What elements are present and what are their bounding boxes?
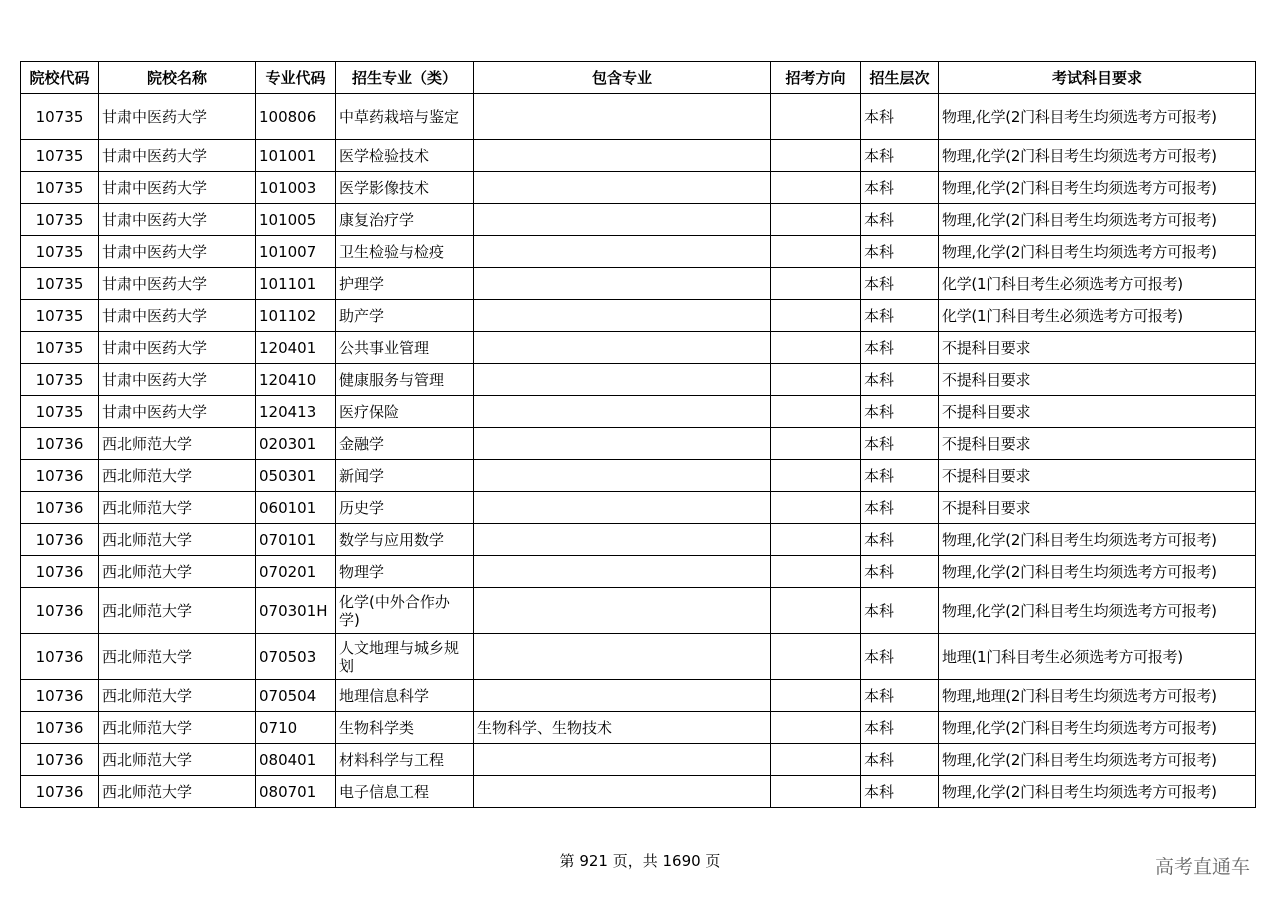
- table-row: [21, 332, 1256, 364]
- cell-direction: [771, 588, 861, 634]
- cell-school-name: 西北师范大学: [99, 680, 256, 712]
- header-major: 招生专业（类）: [336, 62, 474, 94]
- cell-subject-requirements: 物理,化学(2门科目考生均须选考方可报考): [939, 588, 1256, 634]
- cell-direction: [771, 634, 861, 680]
- table-row: [21, 204, 1256, 236]
- cell-major-code: 070503: [256, 634, 336, 680]
- cell-school-code: 10735: [21, 94, 99, 140]
- cell-school-code: 10736: [21, 634, 99, 680]
- cell-major-code: 101007: [256, 236, 336, 268]
- cell-school-name: 甘肃中医药大学: [99, 140, 256, 172]
- cell-subject-requirements: 化学(1门科目考生必须选考方可报考): [939, 300, 1256, 332]
- cell-school-name: 西北师范大学: [99, 492, 256, 524]
- cell-level: 本科: [861, 268, 939, 300]
- cell-included-majors: [474, 776, 771, 808]
- cell-direction: [771, 492, 861, 524]
- table-row: [21, 524, 1256, 556]
- cell-major: 健康服务与管理: [336, 364, 474, 396]
- cell-level: 本科: [861, 744, 939, 776]
- cell-major-code: 101001: [256, 140, 336, 172]
- cell-level: 本科: [861, 588, 939, 634]
- cell-level: 本科: [861, 634, 939, 680]
- cell-major-code: 080401: [256, 744, 336, 776]
- cell-school-code: 10735: [21, 396, 99, 428]
- cell-direction: [771, 744, 861, 776]
- table-row: [21, 364, 1256, 396]
- header-row: [21, 62, 1256, 94]
- cell-subject-requirements: 不提科目要求: [939, 332, 1256, 364]
- cell-included-majors: [474, 744, 771, 776]
- cell-school-name: 西北师范大学: [99, 776, 256, 808]
- cell-level: 本科: [861, 94, 939, 140]
- header-school-name: 院校名称: [99, 62, 256, 94]
- cell-school-name: 甘肃中医药大学: [99, 332, 256, 364]
- cell-major-code: 080701: [256, 776, 336, 808]
- cell-major-code: 120401: [256, 332, 336, 364]
- table-row: [21, 236, 1256, 268]
- cell-school-code: 10736: [21, 460, 99, 492]
- cell-subject-requirements: 物理,化学(2门科目考生均须选考方可报考): [939, 712, 1256, 744]
- cell-included-majors: [474, 140, 771, 172]
- cell-subject-requirements: 地理(1门科目考生必须选考方可报考): [939, 634, 1256, 680]
- cell-subject-requirements: 不提科目要求: [939, 428, 1256, 460]
- table-row: [21, 268, 1256, 300]
- cell-direction: [771, 428, 861, 460]
- table-header: [21, 62, 1256, 94]
- cell-level: 本科: [861, 712, 939, 744]
- cell-major-code: 101005: [256, 204, 336, 236]
- cell-school-name: 西北师范大学: [99, 634, 256, 680]
- cell-level: 本科: [861, 492, 939, 524]
- cell-school-name: 甘肃中医药大学: [99, 364, 256, 396]
- cell-direction: [771, 300, 861, 332]
- cell-subject-requirements: 物理,化学(2门科目考生均须选考方可报考): [939, 556, 1256, 588]
- cell-direction: [771, 204, 861, 236]
- table-row: [21, 300, 1256, 332]
- table-row: [21, 492, 1256, 524]
- cell-school-code: 10735: [21, 236, 99, 268]
- cell-school-code: 10736: [21, 524, 99, 556]
- table-row: [21, 94, 1256, 140]
- cell-major-code: 0710: [256, 712, 336, 744]
- cell-school-code: 10736: [21, 428, 99, 460]
- cell-direction: [771, 332, 861, 364]
- table-row: [21, 428, 1256, 460]
- cell-subject-requirements: 物理,化学(2门科目考生均须选考方可报考): [939, 524, 1256, 556]
- cell-major: 电子信息工程: [336, 776, 474, 808]
- cell-direction: [771, 94, 861, 140]
- cell-subject-requirements: 物理,化学(2门科目考生均须选考方可报考): [939, 776, 1256, 808]
- table-body: [21, 94, 1256, 808]
- cell-school-name: 甘肃中医药大学: [99, 396, 256, 428]
- cell-included-majors: [474, 460, 771, 492]
- cell-subject-requirements: 不提科目要求: [939, 364, 1256, 396]
- cell-major-code: 101102: [256, 300, 336, 332]
- cell-subject-requirements: 物理,化学(2门科目考生均须选考方可报考): [939, 172, 1256, 204]
- table-row: [21, 140, 1256, 172]
- admissions-table: [20, 61, 1256, 808]
- header-major-code: 专业代码: [256, 62, 336, 94]
- cell-school-name: 西北师范大学: [99, 524, 256, 556]
- cell-school-code: 10736: [21, 744, 99, 776]
- cell-level: 本科: [861, 524, 939, 556]
- cell-major: 新闻学: [336, 460, 474, 492]
- cell-included-majors: [474, 680, 771, 712]
- cell-direction: [771, 172, 861, 204]
- cell-major-code: 050301: [256, 460, 336, 492]
- cell-level: 本科: [861, 300, 939, 332]
- cell-subject-requirements: 物理,化学(2门科目考生均须选考方可报考): [939, 744, 1256, 776]
- cell-major-code: 120410: [256, 364, 336, 396]
- cell-subject-requirements: 物理,化学(2门科目考生均须选考方可报考): [939, 94, 1256, 140]
- cell-major: 助产学: [336, 300, 474, 332]
- cell-major: 护理学: [336, 268, 474, 300]
- cell-school-name: 甘肃中医药大学: [99, 204, 256, 236]
- cell-school-name: 甘肃中医药大学: [99, 268, 256, 300]
- cell-level: 本科: [861, 460, 939, 492]
- cell-school-name: 甘肃中医药大学: [99, 172, 256, 204]
- cell-included-majors: [474, 172, 771, 204]
- cell-direction: [771, 460, 861, 492]
- cell-subject-requirements: 不提科目要求: [939, 460, 1256, 492]
- cell-major-code: 101101: [256, 268, 336, 300]
- cell-included-majors: [474, 588, 771, 634]
- table-row: [21, 634, 1256, 680]
- cell-major-code: 070101: [256, 524, 336, 556]
- cell-subject-requirements: 物理,化学(2门科目考生均须选考方可报考): [939, 236, 1256, 268]
- cell-major: 历史学: [336, 492, 474, 524]
- cell-major-code: 100806: [256, 94, 336, 140]
- cell-direction: [771, 776, 861, 808]
- cell-major: 金融学: [336, 428, 474, 460]
- cell-school-code: 10735: [21, 204, 99, 236]
- cell-major: 数学与应用数学: [336, 524, 474, 556]
- cell-direction: [771, 524, 861, 556]
- cell-subject-requirements: 不提科目要求: [939, 396, 1256, 428]
- cell-subject-requirements: 物理,化学(2门科目考生均须选考方可报考): [939, 204, 1256, 236]
- table-row: [21, 588, 1256, 634]
- cell-major: 医疗保险: [336, 396, 474, 428]
- cell-school-code: 10735: [21, 332, 99, 364]
- cell-major: 康复治疗学: [336, 204, 474, 236]
- table-row: [21, 396, 1256, 428]
- table-row: [21, 172, 1256, 204]
- page-number: 第 921 页，共 1690 页: [559, 852, 721, 870]
- cell-direction: [771, 236, 861, 268]
- cell-major: 卫生检验与检疫: [336, 236, 474, 268]
- cell-included-majors: [474, 396, 771, 428]
- cell-major: 人文地理与城乡规划: [336, 634, 474, 680]
- cell-school-name: 甘肃中医药大学: [99, 236, 256, 268]
- cell-level: 本科: [861, 332, 939, 364]
- cell-major: 中草药栽培与鉴定: [336, 94, 474, 140]
- cell-major-code: 101003: [256, 172, 336, 204]
- cell-included-majors: [474, 268, 771, 300]
- cell-direction: [771, 268, 861, 300]
- cell-direction: [771, 712, 861, 744]
- cell-level: 本科: [861, 396, 939, 428]
- cell-major: 化学(中外合作办学): [336, 588, 474, 634]
- cell-level: 本科: [861, 140, 939, 172]
- cell-major-code: 070201: [256, 556, 336, 588]
- cell-included-majors: [474, 524, 771, 556]
- cell-school-name: 甘肃中医药大学: [99, 94, 256, 140]
- cell-subject-requirements: 不提科目要求: [939, 492, 1256, 524]
- cell-major: 生物科学类: [336, 712, 474, 744]
- cell-school-name: 西北师范大学: [99, 744, 256, 776]
- cell-included-majors: [474, 364, 771, 396]
- cell-major-code: 060101: [256, 492, 336, 524]
- cell-major: 材料科学与工程: [336, 744, 474, 776]
- watermark: 高考直通车: [1154, 856, 1250, 878]
- cell-school-code: 10735: [21, 268, 99, 300]
- cell-included-majors: 生物科学、生物技术: [474, 712, 771, 744]
- cell-direction: [771, 364, 861, 396]
- cell-included-majors: [474, 492, 771, 524]
- cell-school-code: 10736: [21, 712, 99, 744]
- table-row: [21, 556, 1256, 588]
- cell-major-code: 070504: [256, 680, 336, 712]
- cell-subject-requirements: 物理,化学(2门科目考生均须选考方可报考): [939, 140, 1256, 172]
- table-row: [21, 776, 1256, 808]
- cell-level: 本科: [861, 364, 939, 396]
- cell-level: 本科: [861, 428, 939, 460]
- cell-major: 物理学: [336, 556, 474, 588]
- cell-major: 医学影像技术: [336, 172, 474, 204]
- cell-included-majors: [474, 204, 771, 236]
- cell-school-name: 西北师范大学: [99, 588, 256, 634]
- cell-included-majors: [474, 332, 771, 364]
- header-direction: 招考方向: [771, 62, 861, 94]
- cell-level: 本科: [861, 556, 939, 588]
- cell-included-majors: [474, 556, 771, 588]
- cell-direction: [771, 396, 861, 428]
- header-school-code: 院校代码: [21, 62, 99, 94]
- cell-major-code: 120413: [256, 396, 336, 428]
- cell-direction: [771, 556, 861, 588]
- cell-direction: [771, 140, 861, 172]
- cell-included-majors: [474, 300, 771, 332]
- cell-school-code: 10736: [21, 776, 99, 808]
- cell-included-majors: [474, 428, 771, 460]
- cell-subject-requirements: 物理,地理(2门科目考生均须选考方可报考): [939, 680, 1256, 712]
- header-included-majors: 包含专业: [474, 62, 771, 94]
- cell-level: 本科: [861, 204, 939, 236]
- cell-included-majors: [474, 634, 771, 680]
- cell-school-code: 10736: [21, 588, 99, 634]
- header-subject-requirements: 考试科目要求: [939, 62, 1256, 94]
- cell-level: 本科: [861, 680, 939, 712]
- cell-level: 本科: [861, 236, 939, 268]
- cell-school-code: 10735: [21, 172, 99, 204]
- cell-school-code: 10735: [21, 364, 99, 396]
- cell-included-majors: [474, 236, 771, 268]
- cell-direction: [771, 680, 861, 712]
- table-row: [21, 460, 1256, 492]
- cell-school-name: 甘肃中医药大学: [99, 300, 256, 332]
- cell-major-code: 020301: [256, 428, 336, 460]
- cell-school-code: 10736: [21, 492, 99, 524]
- table-row: [21, 744, 1256, 776]
- table-row: [21, 712, 1256, 744]
- cell-school-code: 10736: [21, 680, 99, 712]
- cell-school-name: 西北师范大学: [99, 460, 256, 492]
- cell-school-name: 西北师范大学: [99, 712, 256, 744]
- cell-level: 本科: [861, 776, 939, 808]
- cell-school-name: 西北师范大学: [99, 428, 256, 460]
- cell-school-name: 西北师范大学: [99, 556, 256, 588]
- header-level: 招生层次: [861, 62, 939, 94]
- cell-level: 本科: [861, 172, 939, 204]
- table-row: [21, 680, 1256, 712]
- cell-major-code: 070301H: [256, 588, 336, 634]
- cell-major: 地理信息科学: [336, 680, 474, 712]
- cell-major: 医学检验技术: [336, 140, 474, 172]
- cell-included-majors: [474, 94, 771, 140]
- cell-subject-requirements: 化学(1门科目考生必须选考方可报考): [939, 268, 1256, 300]
- cell-major: 公共事业管理: [336, 332, 474, 364]
- cell-school-code: 10735: [21, 140, 99, 172]
- cell-school-code: 10735: [21, 300, 99, 332]
- cell-school-code: 10736: [21, 556, 99, 588]
